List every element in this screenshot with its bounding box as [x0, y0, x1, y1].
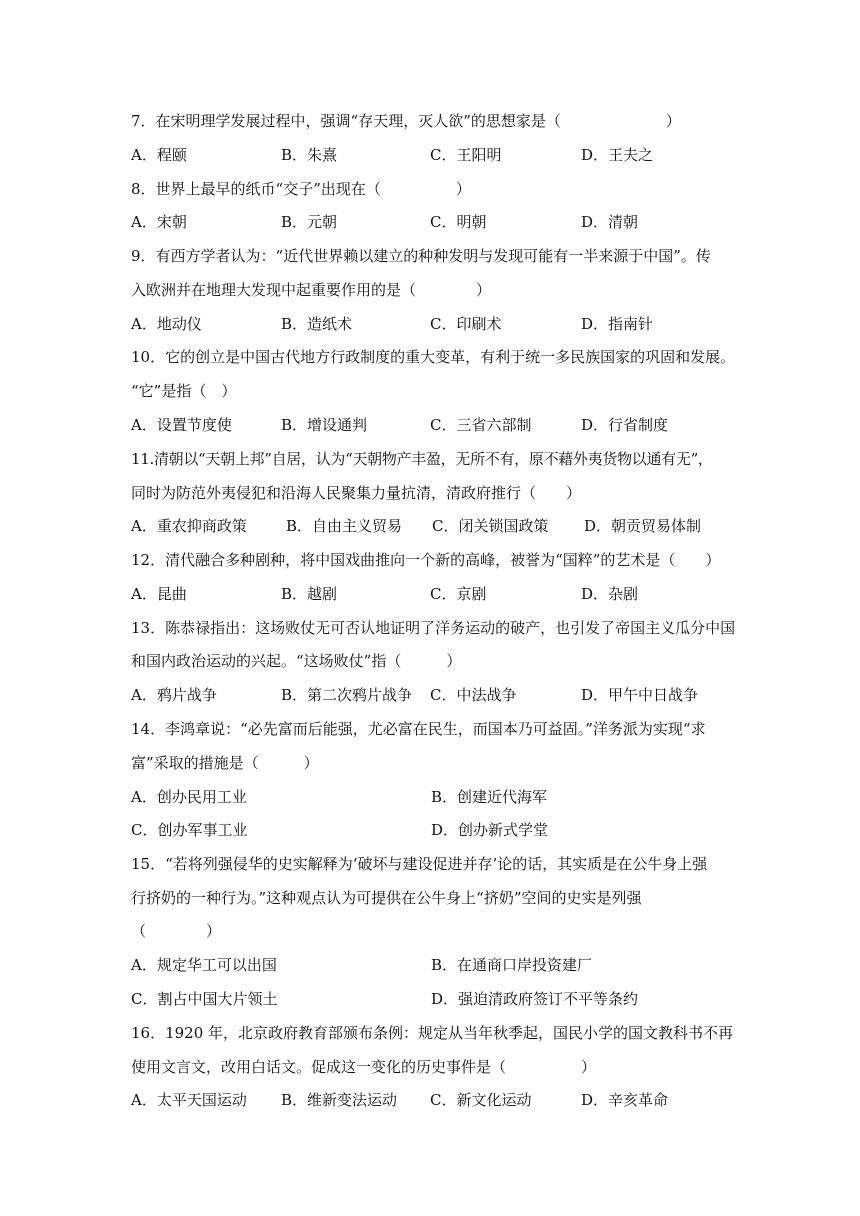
option-d: D．朝贡贸易体制 — [584, 517, 702, 535]
question-7-stem: 7．在宋明理学发展过程中，强调“存天理，灭人欲”的思想家是（ ） — [131, 112, 681, 130]
question-13-stem-line-2: 和国内政治运动的兴起。“这场败仗”指（ ） — [131, 652, 462, 670]
option-b: B．元朝 — [281, 213, 338, 231]
question-14-stem-line-2: 富”采取的措施是（ ） — [131, 754, 319, 772]
option-d: D．甲午中日战争 — [581, 686, 699, 704]
option-b: B．朱熹 — [281, 146, 338, 164]
option-b: B．越剧 — [281, 585, 338, 603]
question-10-stem-line-1: 10．它的创立是中国古代地方行政制度的重大变革，有利于统一多民族国家的巩固和发展。 — [131, 348, 736, 366]
question-16-stem-line-1: 16．1920 年，北京政府教育部颁布条例：规定从当年秋季起，国民小学的国文教科书不再 — [131, 1024, 734, 1042]
option-a: A．程颐 — [131, 146, 187, 164]
option-a: A．创办民用工业 — [131, 788, 247, 806]
question-15-stem-line-1: 15．“若将列强侵华的史实解释为‘破坏与建设促进并存’论的话，其实质是在公牛身上强 — [131, 855, 708, 873]
option-a: A．地动仪 — [131, 315, 202, 333]
option-c: C．创办军事工业 — [131, 821, 248, 839]
option-b: B．自由主义贸易 — [286, 517, 403, 535]
option-b: B．第二次鸦片战争 — [281, 686, 413, 704]
option-c: C．中法战争 — [430, 686, 517, 704]
question-13-stem-line-1: 13．陈恭禄指出：这场败仗无可否认地证明了洋务运动的破产，也引发了帝国主义瓜分中国 — [131, 619, 736, 637]
option-b: B．创建近代海军 — [431, 788, 548, 806]
question-11-stem-line-2: 同时为防范外夷侵犯和沿海人民聚集力量抗清，清政府推行（ ） — [131, 484, 582, 502]
option-c: C．新文化运动 — [430, 1091, 532, 1109]
option-b: B．造纸术 — [281, 315, 353, 333]
question-12-stem: 12．清代融合多种剧种，将中国戏曲推向一个新的高峰，被誉为“国粹”的艺术是（ ） — [131, 551, 721, 569]
option-d: D．清朝 — [581, 213, 639, 231]
question-15-stem-line-2: 行挤奶的一种行为。”这种观点认为可提供在公牛身上“挤奶”空间的史实是列强 — [131, 889, 642, 907]
question-15-stem-line-3: （ ） — [131, 922, 222, 940]
question-9-stem-line-2: 入欧洲并在地理大发现中起重要作用的是（ ） — [131, 281, 492, 299]
question-10-stem-line-2: “它”是指（ ） — [131, 382, 237, 400]
option-d: D．指南针 — [581, 315, 654, 333]
option-a: A．昆曲 — [131, 585, 187, 603]
option-d: D．杂剧 — [581, 585, 639, 603]
option-a: A．设置节度使 — [131, 416, 232, 434]
option-d: D．辛亥革命 — [581, 1091, 669, 1109]
question-11-stem-line-1: 11.清朝以“天朝上邦”自居，认为“天朝物产丰盈，无所不有，原不藉外夷货物以通有无”， — [131, 450, 713, 468]
option-a: A．宋朝 — [131, 213, 187, 231]
option-c: C．割占中国大片领土 — [131, 990, 278, 1008]
option-d: D．创办新式学堂 — [431, 821, 549, 839]
option-c: C．京剧 — [430, 585, 487, 603]
option-d: D．强迫清政府签订不平等条约 — [431, 990, 639, 1008]
option-d: D．行省制度 — [581, 416, 669, 434]
question-8-stem: 8．世界上最早的纸币“交子”出现在（ ） — [131, 180, 471, 198]
option-a: A．太平天国运动 — [131, 1091, 247, 1109]
option-a: A．规定华工可以出国 — [131, 956, 277, 974]
question-14-stem-line-1: 14．李鸿章说：“必先富而后能强，尤必富在民生，而国本乃可益固。”洋务派为实现“求 — [131, 720, 706, 738]
option-b: B．在通商口岸投资建厂 — [431, 956, 593, 974]
option-a: A．重农抑商政策 — [131, 517, 247, 535]
question-9-stem-line-1: 9．有西方学者认为：“近代世界赖以建立的种种发明与发现可能有一半来源于中国”。传 — [131, 247, 711, 265]
question-16-stem-line-2: 使用文言文，改用白话文。促成这一变化的历史事件是（ ） — [131, 1058, 597, 1076]
option-d: D．王夫之 — [581, 146, 654, 164]
option-c: C．三省六部制 — [430, 416, 532, 434]
option-b: B．维新变法运动 — [281, 1091, 398, 1109]
option-c: C．明朝 — [430, 213, 487, 231]
option-b: B．增设通判 — [281, 416, 368, 434]
option-c: C．王阳明 — [430, 146, 502, 164]
option-c: C．印刷术 — [430, 315, 502, 333]
option-a: A．鸦片战争 — [131, 686, 217, 704]
option-c: C．闭关锁国政策 — [432, 517, 549, 535]
